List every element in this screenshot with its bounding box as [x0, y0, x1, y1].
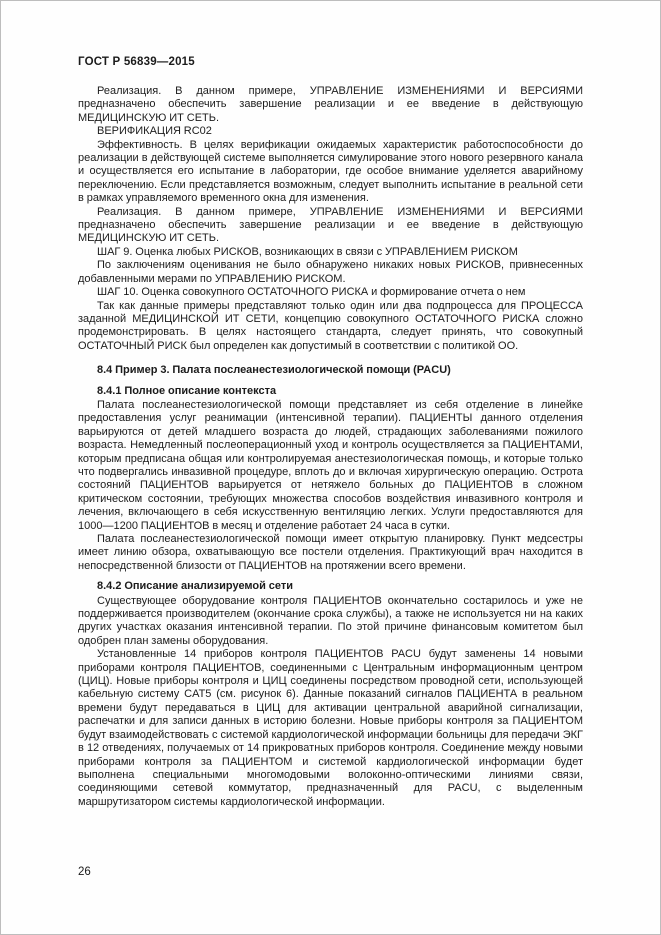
document-body — [78, 85, 583, 809]
paragraph: ВЕРИФИКАЦИЯ RC02 — [97, 125, 212, 138]
section-heading: 8.4.1 Полное описание контекста — [97, 384, 277, 397]
paragraph: Так как данные примеры представляют только один или два подпроцесса для ПРОЦЕССА заданной МЕДИЦИНСКОЙ ИТ СЕТИ, концепцию совокупного ОСТАТОЧНОГО РИСКА сложно продемонстрировать. В целях настоящего стандарта, следует принять, что совокупный ОСТАТОЧНЫЙ РИСК был определен как допустимый в соответствии с политикой ОО. — [78, 299, 583, 352]
paragraph: ШАГ 10. Оценка совокупного ОСТАТОЧНОГО РИСКА и формирование отчета о нем — [97, 286, 526, 299]
paragraph: ШАГ 9. Оценка любых РИСКОВ, возникающих в связи с УПРАВЛЕНИЕМ РИСКОМ — [97, 245, 518, 258]
paragraph: Реализация. В данном примере, УПРАВЛЕНИЕ ИЗМЕНЕНИЯМИ И ВЕРСИЯМИ предназначено обеспечить завершение реализации и ее введение в действующую МЕДИЦИНСКУЮ ИТ СЕТЬ. — [78, 205, 583, 245]
paragraph: Палата послеанестезиологической помощи представляет из себя отделение в линейке предоставления услуг реанимации (интенсивной терапии). ПАЦИЕНТЫ данного отделения варьируются от детей младшего возраста до людей, страдающих заболеваниями пожилого возраста. Немедленный послеоперационный уход и контроль осуществляется за ПАЦИЕНТАМИ, которым предписана общая или контролируемая анестезиологическая помощь, и которые только что подвергались инвазивной процедуре, вплоть до и включая хирургическую операцию. Острота состояний ПАЦИЕНТОВ варьируется от нетяжело больных до ПАЦИЕНТОВ в сложном критическом состоянии, требующих множества способов воздействия инвазивного контроля и лечения, включающего в себя искусственную вентиляцию легких. Услуги предоставляются для 1000—1200 ПАЦИЕНТОВ в месяц и отделение работает 24 часа в сутки. — [78, 398, 583, 532]
paragraph: Реализация. В данном примере, УПРАВЛЕНИЕ ИЗМЕНЕНИЯМИ И ВЕРСИЯМИ предназначено обеспечить завершение реализации и ее введение в действующую МЕДИЦИНСКУЮ ИТ СЕТЬ. — [78, 85, 583, 124]
paragraph: Установленные 14 приборов контроля ПАЦИЕНТОВ PACU будут заменены 14 новыми приборами контроля ПАЦИЕНТОВ, соединенными с Центральным информационным центром (ЦИЦ). Новые приборы контроля и ЦИЦ соединены посредством проводной сети, использующей кабельную систему CAT5 (см. рисунок 6). Данные показаний сигналов ПАЦИЕНТА в реальном времени будут передаваться в ЦИЦ для активации центральной аварийной сигнализации, распечатки и для записи данных в историю болезни. Новые приборы контроля за ПАЦИЕНТОМ будут взаимодействовать с системой кардиологической информации больницы для передачи ЭКГ в 12 отведениях, получаемых от 14 прикроватных приборов контроля. Соединение между новыми приборами контроля за ПАЦИЕНТОМ и системой кардиологической информации будет выполнена специальными многомодовыми волоконно-оптическими линиями связи, соединяющими сетевой коммутатор, предназначенный для PACU, с выделенным маршрутизатором системы кардиологической информации. — [78, 648, 583, 808]
section-heading: 8.4.2 Описание анализируемой сети — [97, 580, 293, 593]
paragraph: Эффективность. В целях верификации ожидаемых характеристик работоспособности до реализации в действующей системе выполняется симулирование этого нового резервного канала и осуществляется его испытание в лаборатории, где особое внимание уделяется аварийному переключению. Если представляется возможным, следует выполнить испытание в реальной сети в рамках управляемого временного окна для изменения. — [78, 138, 583, 205]
paragraph: По заключениям оценивания не было обнаружено никаких новых РИСКОВ, привнесенных добавленными мерами по УПРАВЛЕНИЮ РИСКОМ. — [78, 259, 583, 285]
page-number: 26 — [78, 866, 91, 878]
document-header: ГОСТ Р 56839—2015 — [78, 56, 195, 68]
paragraph: Существующее оборудование контроля ПАЦИЕНТОВ окончательно состарилось и уже не поддерживается производителем (окончание срока службы), а также не используется ни на каких других участках оказания интенсивной терапии. По этой причине финансовым комитетом был одобрен план замены оборудования. — [78, 594, 583, 647]
section-heading: 8.4 Пример 3. Палата послеанестезиологической помощи (PACU) — [97, 364, 451, 377]
paragraph: Палата послеанестезиологической помощи имеет открытую планировку. Пункт медсестры имеет линию обзора, охватывающую все постели отделения. Практикующий врач находится в непосредственной близости от ПАЦИЕНТОВ на протяжении всего времени. — [78, 533, 583, 572]
